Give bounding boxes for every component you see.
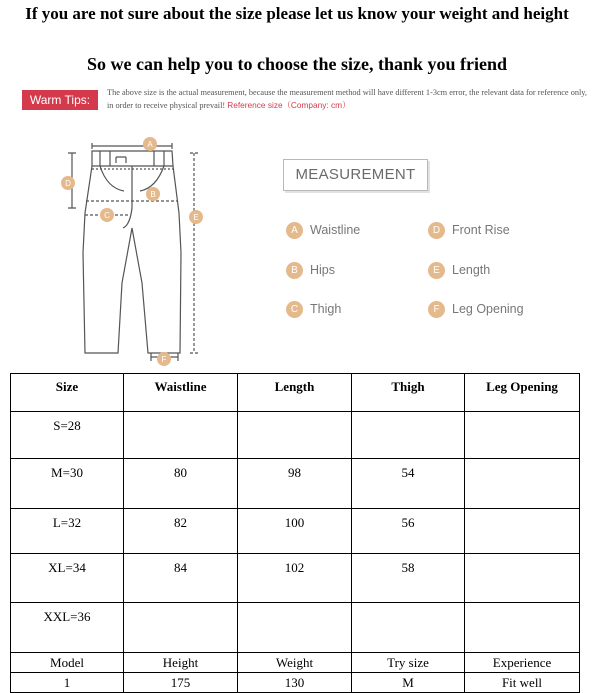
cell-thigh	[352, 603, 465, 653]
legend-length	[428, 260, 490, 280]
marker-f: F	[161, 355, 167, 364]
marker-b: B	[150, 190, 156, 199]
cell-waistline: 80	[124, 459, 238, 509]
model-header-weight: Weight	[238, 653, 352, 673]
model-header-height: Height	[124, 653, 238, 673]
measurement-title: MEASUREMENT	[295, 166, 416, 183]
cell-length	[238, 603, 352, 653]
model-experience-value: Fit well	[465, 673, 580, 693]
marker-a: A	[147, 140, 153, 149]
measurement-title-box	[283, 159, 428, 191]
legend-badge-c: C	[286, 301, 303, 318]
cell-leg-opening	[465, 509, 580, 554]
warm-tips-badge: Warm Tips:	[22, 90, 98, 110]
model-height-value: 175	[124, 673, 238, 693]
table-row	[11, 509, 580, 554]
legend-thigh	[286, 299, 341, 319]
cell-length: 102	[238, 554, 352, 603]
legend-badge-a: A	[286, 222, 303, 239]
table-row	[11, 554, 580, 603]
cell-size: L=32	[11, 509, 124, 554]
cell-thigh: 54	[352, 459, 465, 509]
cell-size: XXL=36	[11, 603, 124, 653]
model-data-row	[11, 673, 580, 693]
cell-thigh: 56	[352, 509, 465, 554]
legend-label-hips: Hips	[310, 263, 336, 277]
cell-thigh: 58	[352, 554, 465, 603]
header-waistline: Waistline	[124, 374, 238, 412]
model-value: 1	[11, 673, 124, 693]
legend-label-front-rise: Front Rise	[452, 223, 510, 237]
cell-length: 100	[238, 509, 352, 554]
model-weight-value: 130	[238, 673, 352, 693]
table-row	[11, 603, 580, 653]
legend-hips	[286, 260, 335, 280]
legend-label-waistline: Waistline	[310, 223, 361, 237]
model-header-experience: Experience	[465, 653, 580, 673]
legend-badge-d: D	[428, 222, 445, 239]
cell-thigh	[352, 412, 465, 459]
warm-tips-body: The above size is the actual measurement, because the measurement method will have different 1-3cm error, the relevant data for reference only, in order to receive physical prevail!	[107, 88, 587, 110]
legend-waistline	[286, 220, 360, 240]
marker-c: C	[104, 211, 110, 220]
cell-waistline: 84	[124, 554, 238, 603]
model-try-size-value: M	[352, 673, 465, 693]
table-row	[11, 459, 580, 509]
legend-label-length: Length	[452, 263, 491, 277]
jeans-measurement-diagram-icon	[50, 133, 220, 368]
size-table	[10, 373, 580, 693]
cell-size: XL=34	[11, 554, 124, 603]
legend-front-rise	[428, 220, 510, 240]
cell-size: M=30	[11, 459, 124, 509]
legend-badge-f: F	[428, 301, 445, 318]
table-row	[11, 412, 580, 459]
model-header-row	[11, 653, 580, 673]
warm-tips-text	[107, 86, 587, 112]
cell-length: 98	[238, 459, 352, 509]
size-table-header-row	[11, 374, 580, 412]
cell-size: S=28	[11, 412, 124, 459]
cell-waistline	[124, 412, 238, 459]
legend-badge-b: B	[286, 262, 303, 279]
cell-leg-opening	[465, 603, 580, 653]
cell-waistline: 82	[124, 509, 238, 554]
cell-leg-opening	[465, 554, 580, 603]
cell-leg-opening	[465, 412, 580, 459]
legend-badge-e: E	[428, 262, 445, 279]
reference-size-note: Reference size（Company: cm）	[227, 100, 351, 110]
headline-help-choose: So we can help you to choose the size, thank you friend	[86, 54, 508, 74]
legend-label-leg-opening: Leg Opening	[452, 302, 524, 316]
marker-d: D	[65, 179, 71, 188]
headline-weight-height: If you are not sure about the size please let us know your weight and height	[25, 4, 569, 23]
legend-leg-opening	[428, 299, 524, 319]
cell-waistline	[124, 603, 238, 653]
model-header-try-size: Try size	[352, 653, 465, 673]
marker-e: E	[193, 213, 199, 222]
header-leg-opening: Leg Opening	[465, 374, 580, 412]
header-size: Size	[11, 374, 124, 412]
header-length: Length	[238, 374, 352, 412]
model-header-model: Model	[11, 653, 124, 673]
cell-length	[238, 412, 352, 459]
cell-leg-opening	[465, 459, 580, 509]
legend-label-thigh: Thigh	[310, 302, 342, 316]
header-thigh: Thigh	[352, 374, 465, 412]
